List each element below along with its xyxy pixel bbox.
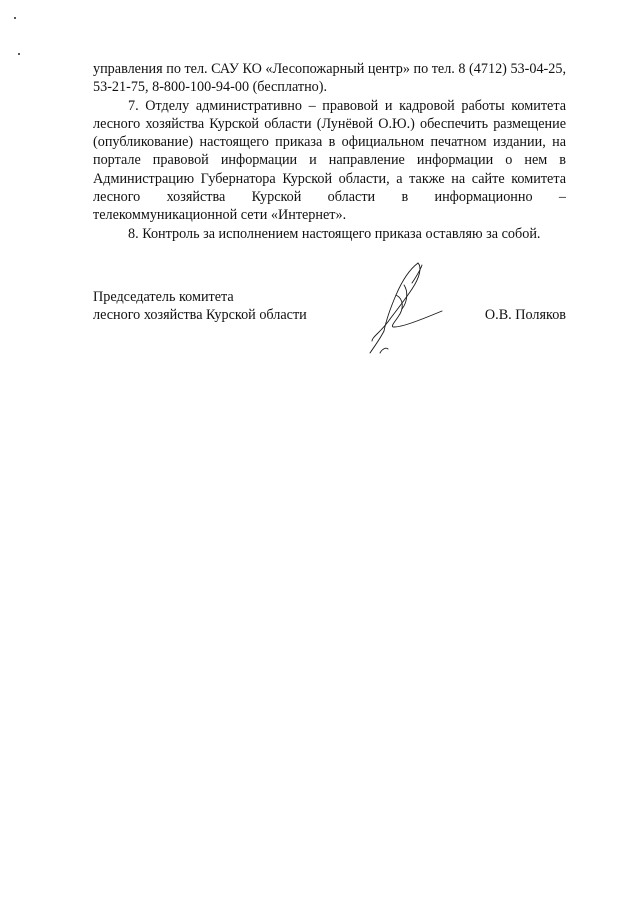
signatory-title — [93, 288, 373, 325]
signatory-title-line-2: лесного хозяйства Курской области — [93, 307, 307, 324]
document-body — [93, 60, 566, 243]
signature-block — [93, 288, 566, 368]
signatory-name: О.В. Поляков — [484, 307, 566, 324]
handwritten-signature-icon — [360, 255, 460, 360]
paragraph-item-8: 8. Контроль за исполнением настоящего приказа оставляю за собой. — [128, 225, 541, 242]
signatory-title-line-1: Председатель комитета — [93, 289, 234, 305]
scan-speck — [18, 53, 20, 55]
scan-speck — [14, 17, 16, 19]
paragraph-continuation: управления по тел. САУ КО «Лесопожарный центр» по тел. 8 (4712) 53-04-25, 53-21-75, 8-800-100-94-00 (бесплатно). — [93, 61, 566, 96]
paragraph-item-7: 7. Отделу административно – правовой и кадровой работы комитета лесного хозяйства Курской области (Лунёвой О.Ю.) обеспечить размещение (опубликование) настоящего приказа в официальном печатном издании, на портале правовой информации и направление информации о нем в Администрацию Губернатора Курской области, а также на сайте комитета лесного хозяйства Курской области в информационно – телекоммуникационной сети «Интернет». — [93, 97, 566, 224]
